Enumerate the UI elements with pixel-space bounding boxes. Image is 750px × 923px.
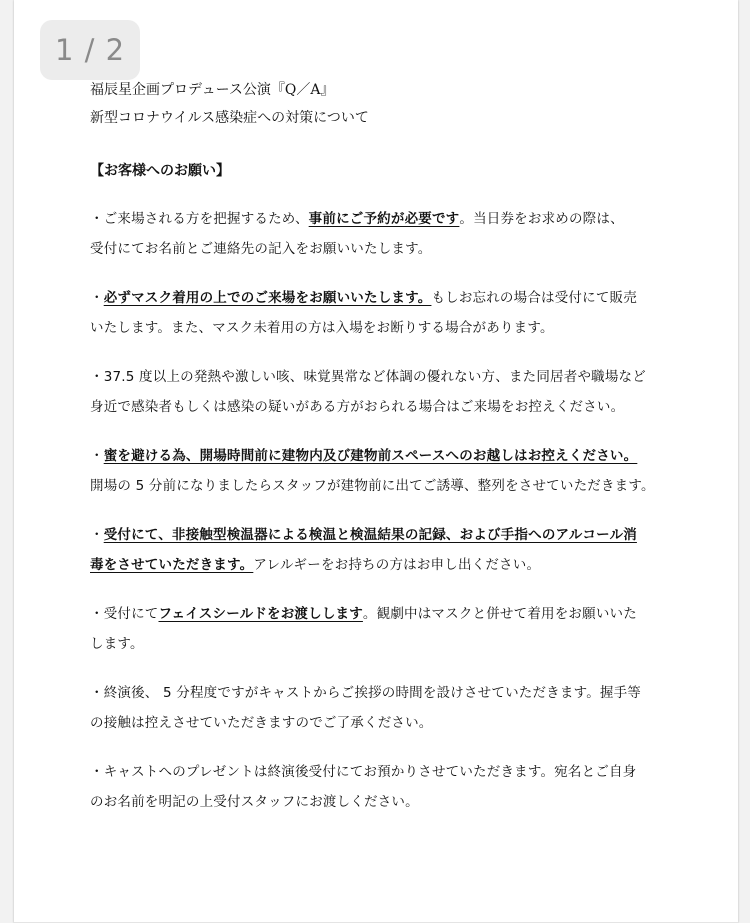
document-body [90, 76, 730, 817]
item-text: ・ [90, 290, 104, 306]
request-item [90, 520, 730, 580]
document-subtitle: 新型コロナウイルス感染症への対策について [90, 110, 369, 126]
item-emphasis: 事前にご予約が必要です [308, 211, 460, 227]
request-item [90, 283, 730, 343]
item-line: の接触は控えさせていただきますのでご了承ください。 [90, 715, 433, 731]
section-title: 【お客様へのお願い】 [90, 163, 230, 179]
item-text: ・ [90, 527, 104, 543]
item-line: 開場の 5 分前になりましたらスタッフが建物前に出てご誘導、整列をさせていただきます。 [90, 478, 655, 494]
item-text: ・ [90, 448, 104, 464]
item-line [90, 550, 730, 580]
item-line: ・37.5 度以上の発熱や激しい咳、味覚異常など体調の優れない方、また同居者や職場など [90, 369, 646, 385]
item-line [90, 520, 730, 550]
item-text: もしお忘れの場合は受付にて販売 [431, 290, 637, 306]
document-title: 福辰星企画プロデュース公演『Q／A』 [90, 82, 335, 98]
item-emphasis: 毒をさせていただきます。 [90, 557, 254, 573]
item-line [90, 283, 730, 313]
item-text: 。観劇中はマスクと併せて着用をお願いいた [362, 606, 637, 622]
item-text: アレルギーをお持ちの方はお申し出ください。 [253, 557, 541, 573]
item-text: 。当日券をお求めの際は、 [459, 211, 624, 227]
page-indicator: 1 / 2 [40, 20, 140, 80]
item-text: ・ご来場される方を把握するため、 [90, 211, 309, 227]
document-page[interactable] [14, 0, 738, 923]
item-line: ・キャストへのプレゼントは終演後受付にてお預かりさせていただきます。宛名とご自身 [90, 764, 637, 780]
item-emphasis: フェイスシールドをお渡しします [158, 606, 363, 622]
item-line [90, 441, 730, 471]
request-item [90, 757, 730, 817]
request-item [90, 204, 730, 264]
request-item [90, 441, 730, 501]
request-item [90, 599, 730, 659]
item-emphasis: 必ずマスク着用の上でのご来場をお願いいたします。 [103, 290, 432, 306]
item-line [90, 204, 730, 234]
item-line [90, 599, 730, 629]
request-item [90, 362, 730, 422]
item-line: 身近で感染者もしくは感染の疑いがある方がおられる場合はご来場をお控えください。 [90, 399, 625, 415]
item-line: のお名前を明記の上受付スタッフにお渡しください。 [90, 794, 419, 810]
item-line: 受付にてお名前とご連絡先の記入をお願いいたします。 [90, 241, 432, 257]
request-item [90, 678, 730, 738]
item-line: します。 [90, 636, 144, 652]
item-emphasis: 受付にて、非接触型検温器による検温と検温結果の記録、および手指へのアルコール消 [103, 527, 637, 543]
item-line: ・終演後、 5 分程度ですがキャストからご挨拶の時間を設けさせていただきます。握手等 [90, 685, 641, 701]
item-line: いたします。また、マスク未着用の方は入場をお断りする場合があります。 [90, 320, 554, 336]
item-emphasis: 蜜を避ける為、開場時間前に建物内及び建物前スペースへのお越しはお控えください。 [103, 448, 638, 464]
item-text: ・受付にて [90, 606, 159, 622]
